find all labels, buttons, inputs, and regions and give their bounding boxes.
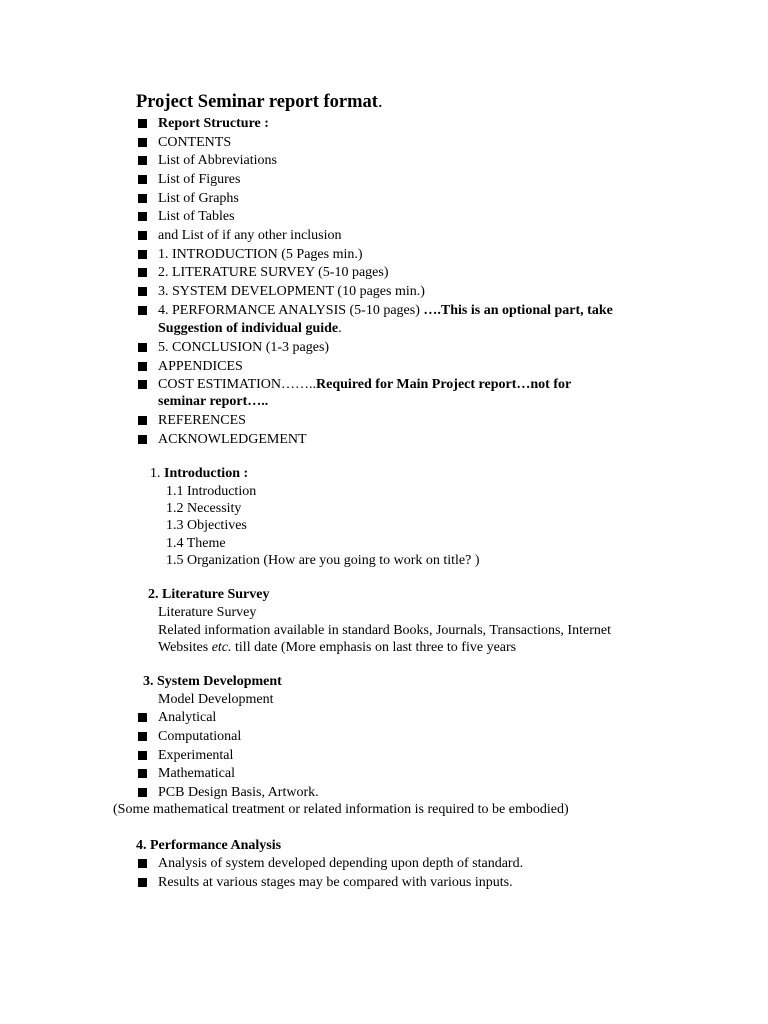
list-item-text: Mathematical (158, 766, 235, 781)
list-item-text: List of Abbreviations (158, 153, 277, 168)
bullet-square-icon (138, 788, 147, 797)
list-item-text: Results at various stages may be compared with various inputs. (158, 875, 513, 890)
bullet-square-icon (138, 231, 147, 240)
subsection-item: 1.3 Objectives (166, 518, 247, 533)
bullet-square-icon (138, 306, 147, 315)
bullet-square-icon (138, 769, 147, 778)
bullet-square-icon (138, 268, 147, 277)
list-item-text: PCB Design Basis, Artwork. (158, 785, 319, 800)
bullet-square-icon (138, 713, 147, 722)
bullet-square-icon (138, 859, 147, 868)
subsection-item: 1.2 Necessity (166, 501, 242, 516)
list-item-continuation: seminar report….. (158, 394, 269, 409)
list-item-continuation: Suggestion of individual guide. (158, 321, 342, 336)
list-item-text: 3. SYSTEM DEVELOPMENT (10 pages min.) (158, 284, 425, 299)
page-title: Project Seminar report format. (136, 92, 383, 112)
list-item-text: REFERENCES (158, 413, 246, 428)
bullet-square-icon (138, 751, 147, 760)
subsection-item: 1.1 Introduction (166, 484, 257, 499)
subsection-item: 1.4 Theme (166, 536, 226, 551)
bullet-square-icon (138, 343, 147, 352)
list-item-text: List of Graphs (158, 191, 239, 206)
section-heading-system: 3. System Development (143, 674, 282, 689)
bullet-square-icon (138, 732, 147, 741)
list-item-text: 4. PERFORMANCE ANALYSIS (5-10 pages) ….This is an optional part, take (158, 303, 613, 318)
list-item-text: List of Figures (158, 172, 241, 187)
list-item-text: Experimental (158, 748, 234, 763)
bullet-square-icon (138, 416, 147, 425)
bullet-square-icon (138, 878, 147, 887)
bullet-square-icon (138, 138, 147, 147)
section-heading-literature: 2. Literature Survey (148, 587, 270, 602)
section-heading-introduction: 1. Introduction : (150, 466, 249, 481)
list-item-text: Computational (158, 729, 242, 744)
subsection-item: 1.5 Organization (How are you going to work on title? ) (166, 553, 480, 568)
list-item-text: CONTENTS (158, 135, 232, 150)
list-item-text: 5. CONCLUSION (1-3 pages) (158, 340, 330, 355)
bullet-square-icon (138, 119, 147, 128)
bullet-square-icon (138, 362, 147, 371)
list-item-text: List of Tables (158, 209, 235, 224)
report-structure-heading: Report Structure : (158, 116, 269, 131)
list-item-text: COST ESTIMATION……..Required for Main Project report…not for (158, 377, 572, 392)
section-heading-performance: 4. Performance Analysis (136, 838, 282, 853)
list-item-text: 1. INTRODUCTION (5 Pages min.) (158, 247, 363, 262)
bullet-square-icon (138, 250, 147, 259)
bullet-square-icon (138, 380, 147, 389)
paragraph-line: Websites etc. till date (More emphasis on last three to five years (158, 640, 517, 655)
bullet-square-icon (138, 175, 147, 184)
list-item-text: Analysis of system developed depending upon depth of standard. (158, 856, 524, 871)
bullet-square-icon (138, 287, 147, 296)
list-item-text: and List of if any other inclusion (158, 228, 342, 243)
list-item-text: APPENDICES (158, 359, 243, 374)
list-item-text: ACKNOWLEDGEMENT (158, 432, 307, 447)
bullet-square-icon (138, 194, 147, 203)
paragraph-line: Model Development (158, 692, 274, 707)
bullet-square-icon (138, 435, 147, 444)
paragraph-line: Literature Survey (158, 605, 257, 620)
list-item-text: 2. LITERATURE SURVEY (5-10 pages) (158, 265, 389, 280)
list-item-text: Analytical (158, 710, 217, 725)
note-line: (Some mathematical treatment or related information is required to be embodied) (113, 802, 569, 817)
bullet-square-icon (138, 156, 147, 165)
bullet-square-icon (138, 212, 147, 221)
paragraph-line: Related information available in standard Books, Journals, Transactions, Internet (158, 623, 611, 638)
